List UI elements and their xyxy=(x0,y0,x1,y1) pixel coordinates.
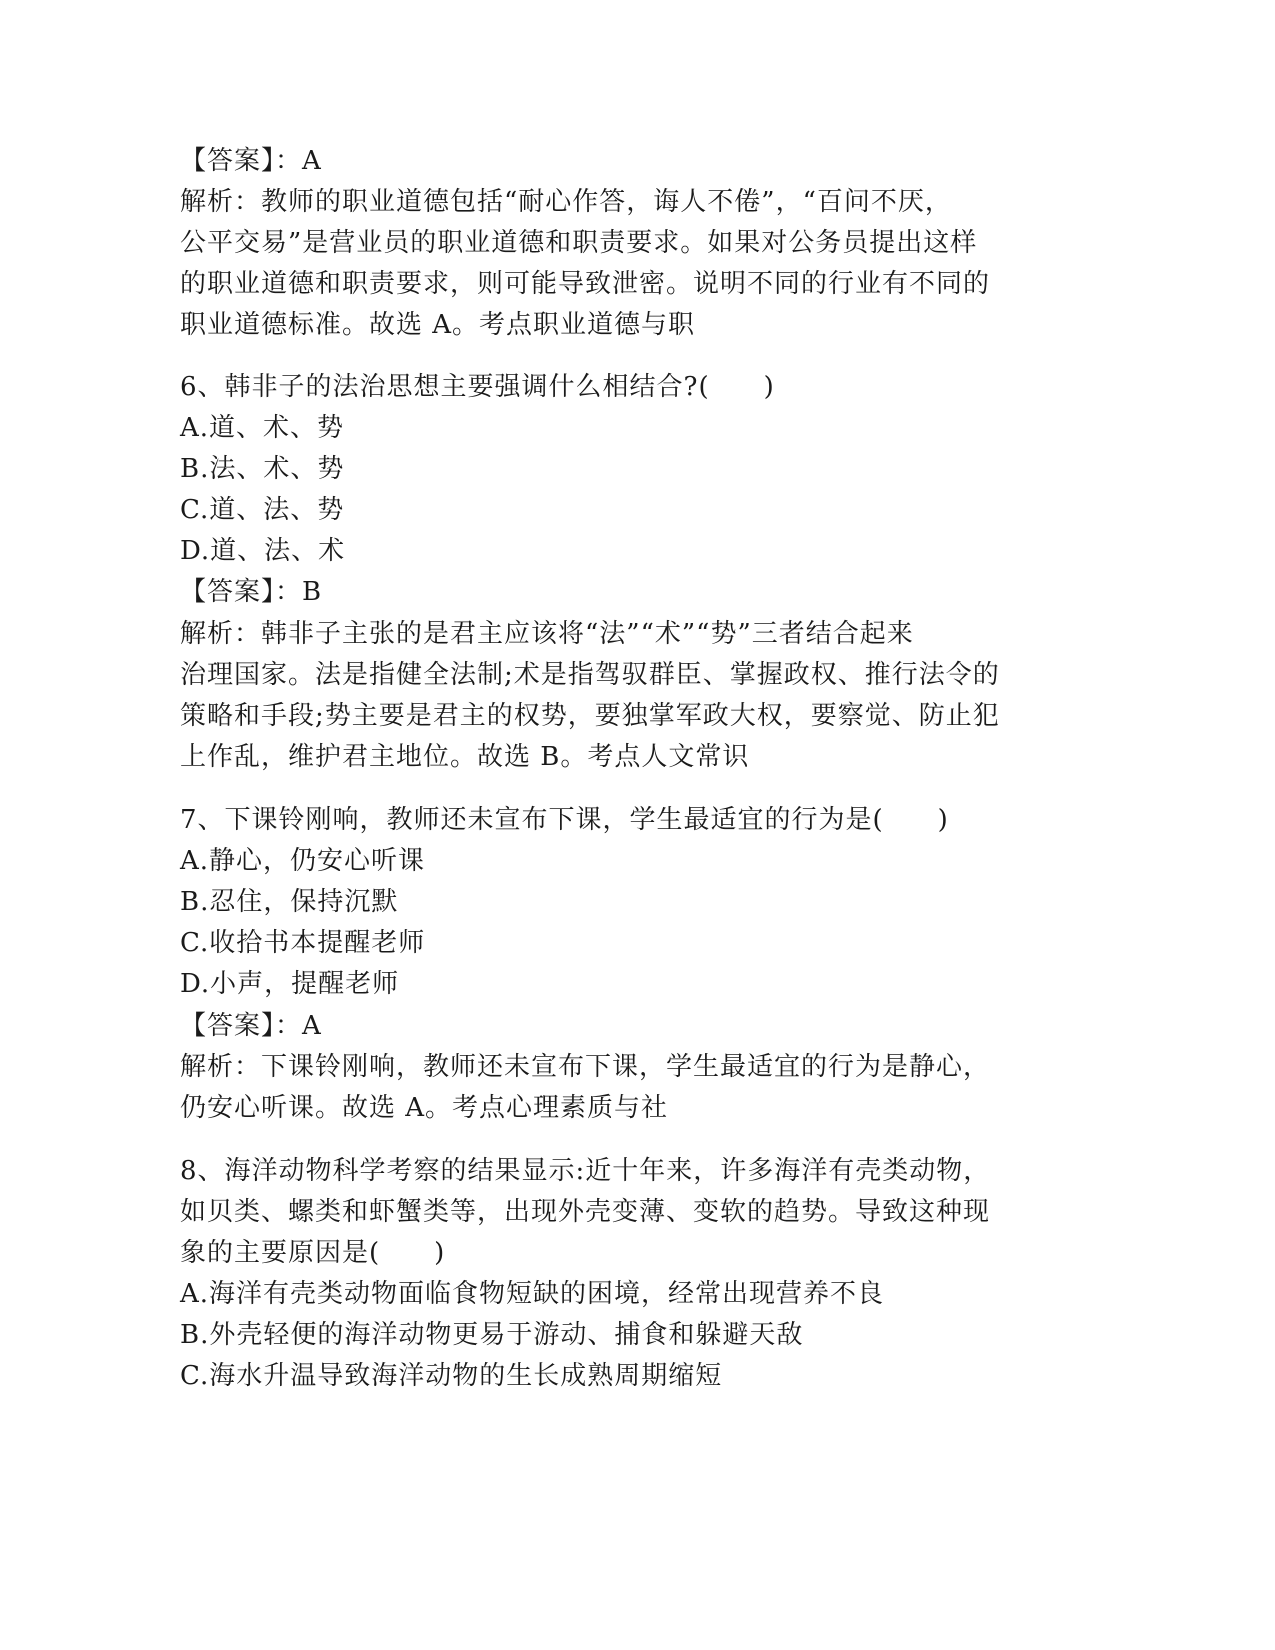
answer-q6: 【答案】：B xyxy=(180,577,323,607)
question-8-line-3: 象的主要原因是( ) xyxy=(180,1238,446,1268)
q6-option-c: C.道、法、势 xyxy=(180,495,345,525)
q8-option-c: C.海水升温导致海洋动物的生长成熟周期缩短 xyxy=(180,1361,723,1391)
analysis-q5-line-4: 职业道德标准。故选 A。考点职业道德与职 xyxy=(180,310,696,340)
analysis-q6-line-1: 解析：韩非子主张的是君主应该将“法”“术”“势”三者结合起来 xyxy=(180,619,914,649)
analysis-q6-line-2: 治理国家。法是指健全法制;术是指驾驭群臣、掌握政权、推行法令的 xyxy=(180,660,1000,690)
q7-option-d: D.小声，提醒老师 xyxy=(180,969,400,999)
q6-option-d: D.道、法、术 xyxy=(180,536,346,566)
q7-option-b: B.忍住，保持沉默 xyxy=(180,887,399,917)
answer-q7: 【答案】：A xyxy=(180,1011,322,1041)
q6-option-a: A.道、术、势 xyxy=(180,413,345,443)
q6-option-b: B.法、术、势 xyxy=(180,454,345,484)
q7-option-c: C.收拾书本提醒老师 xyxy=(180,928,426,958)
analysis-q7-line-1: 解析：下课铃刚响，教师还未宣布下课，学生最适宜的行为是静心， xyxy=(180,1052,991,1082)
analysis-q7-line-2: 仍安心听课。故选 A。考点心理素质与社 xyxy=(180,1093,669,1123)
q8-option-b: B.外壳轻便的海洋动物更易于游动、捕食和躲避天敌 xyxy=(180,1320,804,1350)
question-8-line-2: 如贝类、螺类和虾蟹类等，出现外壳变薄、变软的趋势。导致这种现 xyxy=(180,1197,991,1227)
answer-q5: 【答案】：A xyxy=(180,146,322,176)
analysis-q5-line-2: 公平交易”是营业员的职业道德和职责要求。如果对公务员提出这样 xyxy=(180,228,978,258)
q7-option-a: A.静心，仍安心听课 xyxy=(180,846,426,876)
analysis-q5-line-3: 的职业道德和职责要求，则可能导致泄密。说明不同的行业有不同的 xyxy=(180,269,991,299)
question-6: 6、韩非子的法治思想主要强调什么相结合?( ) xyxy=(180,372,775,402)
q8-option-a: A.海洋有壳类动物面临食物短缺的困境，经常出现营养不良 xyxy=(180,1279,885,1309)
analysis-q5-line-1: 解析：教师的职业道德包括“耐心作答，诲人不倦”，“百问不厌， xyxy=(180,187,952,217)
question-8-line-1: 8、海洋动物科学考察的结果显示:近十年来，许多海洋有壳类动物， xyxy=(180,1156,991,1186)
question-7: 7、下课铃刚响，教师还未宣布下课，学生最适宜的行为是( ) xyxy=(180,805,949,835)
analysis-q6-line-3: 策略和手段;势主要是君主的权势，要独掌军政大权，要察觉、防止犯 xyxy=(180,701,1000,731)
analysis-q6-line-4: 上作乱，维护君主地位。故选 B。考点人文常识 xyxy=(180,742,750,772)
